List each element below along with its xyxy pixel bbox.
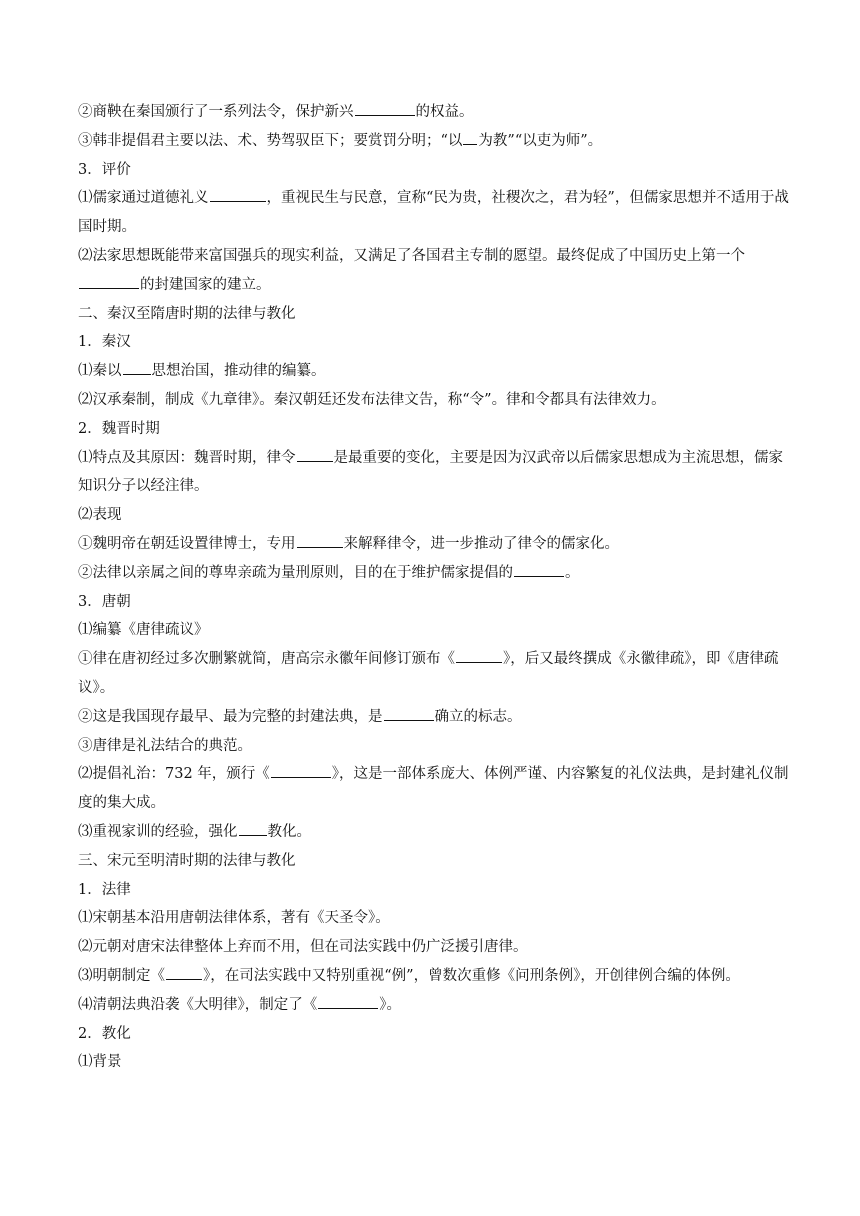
- paragraph: ①律在唐初经过多次删繁就简，唐高宗永徽年间修订颁布《 》，后又最终撰成《永徽律疏》，即《唐律疏议》。: [78, 645, 790, 703]
- fill-blank[interactable]: [271, 762, 331, 778]
- text-line: ③唐律是礼法结合的典范。: [78, 737, 252, 754]
- fill-blank[interactable]: [456, 647, 502, 663]
- text-line: ⑴宋朝基本沿用唐朝法律体系，著有《天圣令》。: [78, 910, 390, 927]
- subsection-heading: 2．教化: [78, 1025, 131, 1042]
- text-line: ②法律以亲属之间的尊卑亲疏为量刑原则，目的在于维护儒家提倡的 。: [78, 559, 790, 588]
- fill-blank[interactable]: [297, 445, 333, 461]
- fill-blank[interactable]: [318, 992, 378, 1008]
- fill-blank[interactable]: [463, 129, 477, 145]
- paragraph: ⑴儒家通过道德礼义 ，重视民生与民意，宣称“民为贵，社稷次之，君为轻”，但儒家思想并不适用于战国时期。: [78, 184, 790, 242]
- subsection-heading: 1．秦汉: [78, 334, 131, 351]
- section-heading: 二、秦汉至隋唐时期的法律与教化: [78, 305, 296, 322]
- section-heading: 三、宋元至明清时期的法律与教化: [78, 852, 296, 869]
- text-line: ③韩非提倡君主要以法、术、势驾驭臣下；要赏罚分明；“以 为教”“以吏为师”。: [78, 127, 790, 156]
- subsection-heading: 2．魏晋时期: [78, 420, 160, 437]
- text-line: ①魏明帝在朝廷设置律博士，专用 来解释律令，进一步推动了律令的儒家化。: [78, 530, 790, 559]
- fill-blank[interactable]: [79, 273, 139, 289]
- text-line: ⑴背景: [78, 1054, 122, 1071]
- paragraph: ⑴特点及其原因：魏晋时期，律令 是最重要的变化，主要是因为汉武帝以后儒家思想成为主流思想，儒家知识分子以经注律。: [78, 444, 790, 502]
- text-line: ⑷清朝法典沿袭《大明律》，制定了《 》。: [78, 991, 790, 1020]
- text-line: ⑶重视家训的经验，强化 教化。: [78, 818, 790, 847]
- fill-blank[interactable]: [355, 100, 415, 116]
- text-line: ⑶明朝制定《 》，在司法实践中又特别重视“例”，曾数次重修《问刑条例》，开创律例合编的体例。: [78, 962, 790, 991]
- fill-blank[interactable]: [210, 186, 266, 202]
- subsection-heading: 3．唐朝: [78, 593, 131, 610]
- paragraph: ⑵提倡礼治：732 年，颁行《 》，这是一部体系庞大、体例严谨、内容繁复的礼仪法典，是封建礼仪制度的集大成。: [78, 760, 790, 818]
- text-line: ②商鞅在秦国颁行了一系列法令，保护新兴 的权益。: [78, 98, 790, 127]
- fill-blank[interactable]: [297, 532, 343, 548]
- fill-blank[interactable]: [514, 561, 564, 577]
- text-line: ②这是我国现存最早、最为完整的封建法典，是 确立的标志。: [78, 703, 790, 732]
- paragraph: ⑵法家思想既能带来富国强兵的现实利益，又满足了各国君主专制的愿望。最终促成了中国历史上第一个 的封建国家的建立。: [78, 247, 745, 293]
- text-line: ⑴秦以 思想治国，推动律的编纂。: [78, 357, 790, 386]
- fill-blank[interactable]: [123, 359, 151, 375]
- text-line: ⑵汉承秦制，制成《九章律》。秦汉朝廷还发布法律文告，称“令”。律和令都具有法律效力。: [78, 391, 666, 408]
- section-heading: 3．评价: [78, 161, 131, 178]
- fill-blank[interactable]: [239, 820, 267, 836]
- document-body: [78, 98, 790, 1077]
- text-line: ⑴编纂《唐律疏议》: [78, 622, 209, 639]
- subsection-heading: 1．法律: [78, 881, 131, 898]
- text-line: ⑵表现: [78, 507, 122, 524]
- text-line: ⑵元朝对唐宋法律整体上弃而不用，但在司法实践中仍广泛援引唐律。: [78, 939, 528, 956]
- fill-blank[interactable]: [166, 964, 202, 980]
- fill-blank[interactable]: [384, 705, 434, 721]
